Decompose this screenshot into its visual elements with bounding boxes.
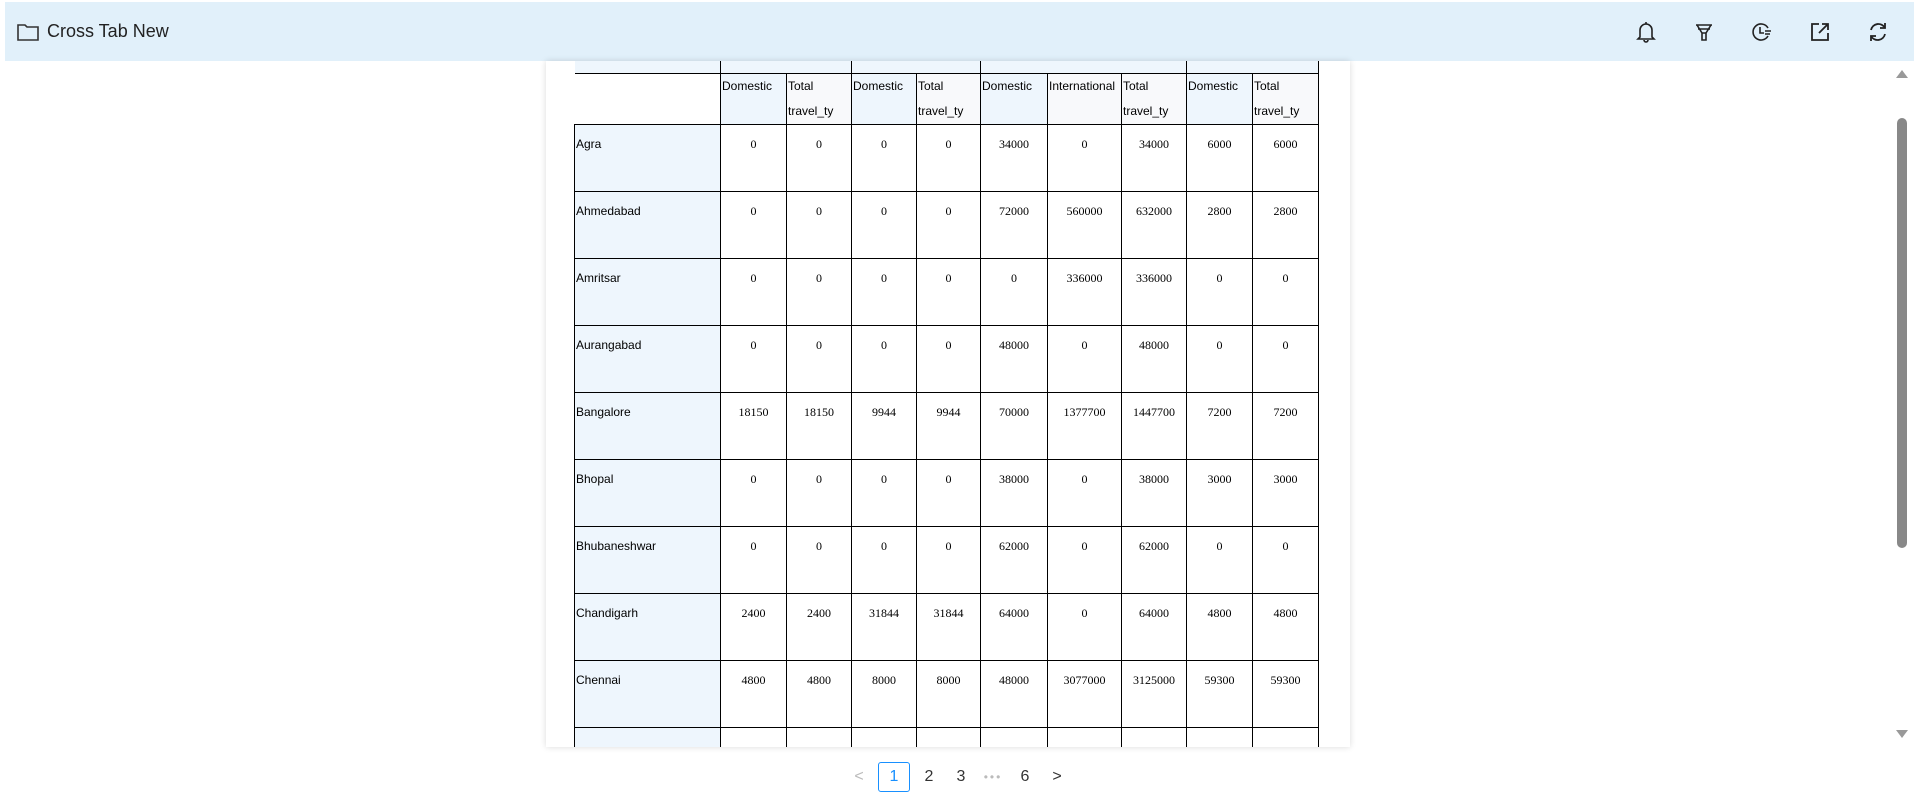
table-cell: 3125000 — [1122, 661, 1187, 728]
table-row — [575, 460, 1319, 527]
table-cell: 0 — [1048, 460, 1122, 527]
table-cell: 4800 — [787, 661, 852, 728]
table-cell: 1447700 — [1122, 393, 1187, 460]
column-header: Total travel_ty — [1122, 74, 1187, 125]
table-cell: 2400 — [721, 594, 787, 661]
page-6-button[interactable]: 6 — [1020, 768, 1030, 785]
bell-icon[interactable] — [1632, 18, 1660, 46]
row-label: Chennai — [575, 661, 721, 728]
table-cell: 0 — [787, 326, 852, 393]
table-cell: 0 — [852, 259, 917, 326]
table-cell: 59300 — [1187, 661, 1253, 728]
table-cell: 6000 — [1253, 125, 1319, 192]
table-cell: 0 — [852, 125, 917, 192]
table-cell: 34000 — [1122, 125, 1187, 192]
table-cell: 2800 — [1187, 192, 1253, 259]
row-label: Amritsar — [575, 259, 721, 326]
table-cell: 0 — [787, 192, 852, 259]
table-row — [575, 326, 1319, 393]
title-text: Cross Tab New — [47, 21, 169, 41]
table-row — [575, 661, 1319, 728]
table-cell: 0 — [1187, 259, 1253, 326]
table-cell: 64000 — [1122, 594, 1187, 661]
table-cell: 3000 — [1187, 460, 1253, 527]
table-row — [575, 527, 1319, 594]
table-row — [575, 728, 1319, 748]
table-cell: 0 — [852, 460, 917, 527]
schedule-icon[interactable] — [1748, 18, 1776, 46]
table-cell: 0 — [721, 125, 787, 192]
table-cell: 0 — [917, 326, 981, 393]
table-cell: 0 — [1187, 527, 1253, 594]
row-label: Agra — [575, 125, 721, 192]
table-cell: 34000 — [981, 125, 1048, 192]
table-cell: 18150 — [721, 393, 787, 460]
table-cell: 336000 — [1048, 259, 1122, 326]
table-cell: 336000 — [1122, 259, 1187, 326]
table-cell: 7200 — [1253, 393, 1319, 460]
table-cell: 0 — [787, 527, 852, 594]
table-cell: 8000 — [917, 661, 981, 728]
table-cell: 0 — [721, 527, 787, 594]
table-cell: 0 — [917, 460, 981, 527]
column-header: Domestic — [852, 74, 917, 125]
table-cell: 4800 — [1187, 594, 1253, 661]
table-row — [575, 594, 1319, 661]
page-1-button[interactable]: 1 — [878, 762, 910, 792]
table-cell: 2800 — [1253, 192, 1319, 259]
table-cell: 0 — [1187, 326, 1253, 393]
next-page-button[interactable]: > — [1052, 768, 1062, 785]
table-row — [575, 393, 1319, 460]
column-header-row — [575, 74, 1319, 125]
table-cell: 0 — [917, 192, 981, 259]
prev-page-button[interactable]: < — [854, 768, 864, 785]
scrollbar-thumb[interactable] — [1897, 118, 1907, 548]
vertical-scrollbar[interactable] — [1891, 62, 1913, 746]
table-cell: 72000 — [981, 192, 1048, 259]
table-cell: 3000 — [1253, 460, 1319, 527]
row-label: Chandigarh — [575, 594, 721, 661]
row-label: Ahmedabad — [575, 192, 721, 259]
table-cell: 0 — [981, 259, 1048, 326]
row-label: Aurangabad — [575, 326, 721, 393]
table-row — [575, 192, 1319, 259]
column-header: Total travel_ty — [1253, 74, 1319, 125]
table-cell: 4800 — [1253, 594, 1319, 661]
table-cell: 18150 — [787, 393, 852, 460]
table-cell: 59300 — [1253, 661, 1319, 728]
scroll-down-arrow-icon[interactable] — [1896, 730, 1908, 738]
row-label: Bangalore — [575, 393, 721, 460]
table-cell: 62000 — [1122, 527, 1187, 594]
table-cell: 0 — [917, 125, 981, 192]
column-header: Domestic — [721, 74, 787, 125]
table-cell: 0 — [1048, 125, 1122, 192]
table-cell: 48000 — [981, 661, 1048, 728]
filter-icon[interactable] — [1690, 18, 1718, 46]
refresh-icon[interactable] — [1864, 18, 1892, 46]
table-cell: 31844 — [917, 594, 981, 661]
table-cell: 48000 — [981, 326, 1048, 393]
table-cell: 2400 — [787, 594, 852, 661]
table-cell: 0 — [1048, 527, 1122, 594]
row-label: Bhopal — [575, 460, 721, 527]
folder-icon — [17, 23, 39, 41]
table-cell: 0 — [852, 192, 917, 259]
column-header: Total travel_ty — [787, 74, 852, 125]
row-label: Bhubaneshwar — [575, 527, 721, 594]
table-cell: 0 — [721, 192, 787, 259]
table-cell: 38000 — [1122, 460, 1187, 527]
table-cell: 0 — [1253, 527, 1319, 594]
scroll-up-arrow-icon[interactable] — [1896, 70, 1908, 78]
table-cell: 0 — [917, 527, 981, 594]
table-cell: 38000 — [981, 460, 1048, 527]
top-bar — [5, 2, 1914, 61]
column-header: Domestic — [981, 74, 1048, 125]
table-row — [575, 125, 1319, 192]
column-header: International — [1048, 74, 1122, 125]
table-cell: 64000 — [981, 594, 1048, 661]
table-cell: 1377700 — [1048, 393, 1122, 460]
page-2-button[interactable]: 2 — [924, 768, 934, 785]
table-cell: 48000 — [1122, 326, 1187, 393]
table-cell: 0 — [917, 259, 981, 326]
table-cell: 70000 — [981, 393, 1048, 460]
table-cell: 9944 — [917, 393, 981, 460]
table-cell: 62000 — [981, 527, 1048, 594]
table-cell: 560000 — [1048, 192, 1122, 259]
group-header-row — [575, 61, 1319, 74]
table-cell: 7200 — [1187, 393, 1253, 460]
crosstab-panel — [546, 61, 1350, 747]
table-cell: 0 — [721, 326, 787, 393]
page-3-button[interactable]: 3 — [956, 768, 966, 785]
table-cell: 4800 — [721, 661, 787, 728]
table-cell: 0 — [787, 125, 852, 192]
table-cell: 31844 — [852, 594, 917, 661]
table-cell: 0 — [852, 527, 917, 594]
column-header: Domestic — [1187, 74, 1253, 125]
table-cell: 0 — [721, 460, 787, 527]
table-cell: 0 — [852, 326, 917, 393]
table-cell: 0 — [1048, 326, 1122, 393]
table-cell: 3077000 — [1048, 661, 1122, 728]
table-cell: 0 — [1253, 259, 1319, 326]
table-row — [575, 259, 1319, 326]
table-cell: 6000 — [1187, 125, 1253, 192]
more-pages-ellipsis[interactable]: ••• — [983, 770, 1003, 784]
pagination — [846, 762, 1070, 792]
table-cell: 0 — [787, 259, 852, 326]
table-cell: 9944 — [852, 393, 917, 460]
report-title — [17, 21, 169, 42]
crosstab-table — [574, 61, 1319, 747]
table-cell: 0 — [787, 460, 852, 527]
column-header: Total travel_ty — [917, 74, 981, 125]
table-cell: 632000 — [1122, 192, 1187, 259]
table-cell: 0 — [1253, 326, 1319, 393]
export-icon[interactable] — [1806, 18, 1834, 46]
table-cell: 0 — [1048, 594, 1122, 661]
table-cell: 0 — [721, 259, 787, 326]
table-cell: 8000 — [852, 661, 917, 728]
